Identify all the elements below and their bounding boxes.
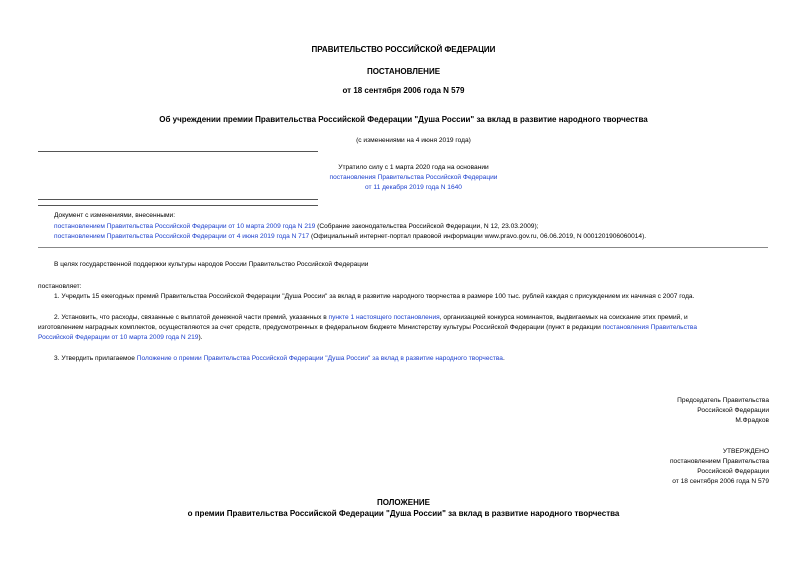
- p2-link-item1[interactable]: пункте 1 настоящего постановления: [328, 314, 440, 321]
- change-link[interactable]: постановлением Правительства Российской Федерации от 4 июня 2019 года N 717: [54, 233, 310, 240]
- p3-link-regulation[interactable]: Положение о премии Правительства Российской Федерации "Душа России" за вклад в развитие народного творчества: [136, 355, 503, 362]
- approved-date: от 18 сентября 2006 года N 579: [672, 478, 769, 485]
- regulation-title: ПОЛОЖЕНИЕ: [377, 498, 430, 507]
- invalid-notice-link[interactable]: постановления Правительства Российской Федерации: [329, 174, 498, 181]
- p3-text: .: [502, 355, 505, 362]
- p3-text: 3. Утвердить прилагаемое: [54, 355, 137, 362]
- change-item: [54, 233, 646, 240]
- p2-text: , организацией конкурса номинантов, выдвигаемых на соискание этих премий, и: [439, 314, 688, 321]
- doc-type: ПОСТАНОВЛЕНИЕ: [366, 67, 441, 76]
- regulation-subtitle: о премии Правительства Российской Федерации "Душа России" за вклад в развитие народного творчества: [187, 509, 620, 518]
- approved-label: УТВЕРЖДЕНО: [722, 448, 769, 455]
- change-item: [54, 223, 538, 230]
- divider: [38, 199, 318, 200]
- amended-note: (с изменениями на 4 июня 2019 года): [356, 137, 471, 144]
- p2-link-decree-date[interactable]: Российской Федерации от 10 марта 2009 года N 219: [38, 334, 199, 341]
- change-link[interactable]: постановлением Правительства Российской Федерации от 10 марта 2009 года N 219: [54, 223, 316, 230]
- p2-text: 2. Установить, что расходы, связанные с выплатой денежной части премий, указанных в: [54, 314, 329, 321]
- doc-title: Об учреждении премии Правительства Российской Федерации "Душа России" за вклад в развитие народного творчества: [159, 115, 648, 124]
- change-source: (Официальный интернет-портал правовой информации www.pravo.gov.ru, 06.06.2019, N 0001201906060014).: [309, 233, 647, 240]
- p2-link-decree[interactable]: постановления Правительства: [602, 324, 697, 331]
- changes-intro: Документ с изменениями, внесенными:: [54, 212, 176, 219]
- approved-org: Российской Федерации: [697, 468, 769, 475]
- government-name: ПРАВИТЕЛЬСТВО РОССИЙСКОЙ ФЕДЕРАЦИИ: [311, 45, 496, 54]
- paragraph-1: 1. Учредить 15 ежегодных премий Правительства Российской Федерации "Душа России" за вклад в развитие народного творчества в размере 100 тыс. рублей каждая с присуждением их начиная с 2007 года.: [54, 293, 695, 300]
- paragraph-2-line2: [38, 324, 697, 331]
- invalid-notice-text: Утратило силу с 1 марта 2020 года на основании: [338, 164, 489, 171]
- signature-name: М.Фрадков: [735, 417, 769, 424]
- change-source: (Собрание законодательства Российской Федерации, N 12, 23.03.2009);: [315, 223, 539, 230]
- paragraph-2-line3: [38, 334, 203, 341]
- invalid-notice-link-date[interactable]: от 11 декабря 2019 года N 1640: [365, 184, 462, 191]
- decrees-word: постановляет:: [38, 283, 82, 290]
- divider: [38, 205, 318, 206]
- preamble: В целях государственной поддержки культуры народов России Правительство Российской Федерации: [54, 261, 369, 268]
- divider: [38, 151, 318, 152]
- signature-org: Российской Федерации: [697, 407, 769, 414]
- signature-position: Председатель Правительства: [677, 397, 769, 404]
- paragraph-3: [54, 355, 505, 362]
- paragraph-2-line1: [54, 314, 688, 321]
- p2-text: изготовлением наградных комплектов, осуществляются за счет средств, предусмотренных в федеральном бюджете Министерству культуры Российской Федерации (пункт в редакции: [38, 324, 603, 331]
- p2-text: ).: [198, 334, 203, 341]
- doc-date-number: от 18 сентября 2006 года N 579: [342, 86, 465, 95]
- divider: [38, 247, 768, 248]
- approved-by: постановлением Правительства: [669, 458, 769, 465]
